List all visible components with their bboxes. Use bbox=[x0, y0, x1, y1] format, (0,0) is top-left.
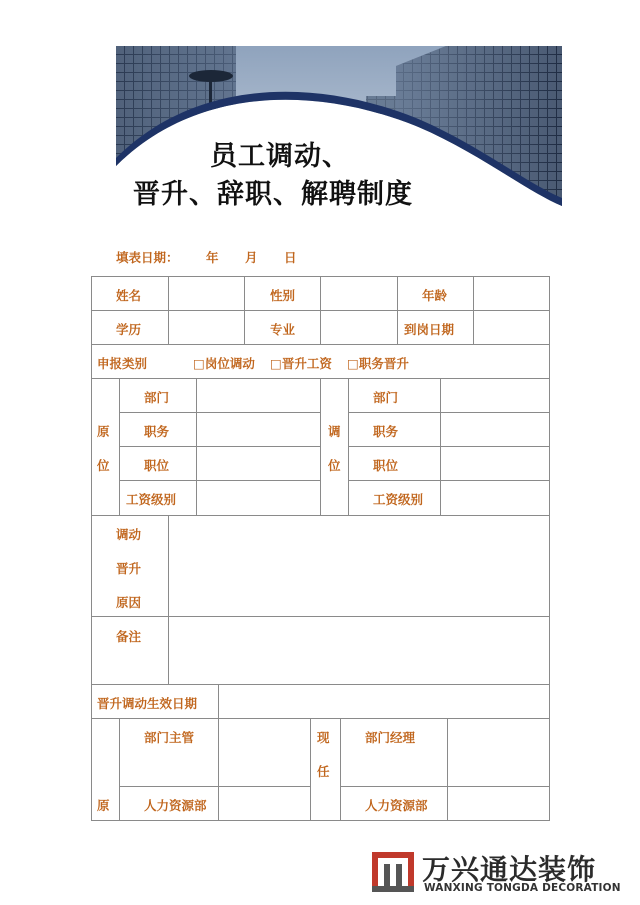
arrival-date-label: 到岗日期 bbox=[404, 322, 455, 337]
date-label: 填表日期： bbox=[116, 250, 179, 265]
gender-label: 性别 bbox=[270, 288, 296, 303]
orig-position-field[interactable] bbox=[197, 447, 320, 480]
education-label: 学历 bbox=[116, 322, 142, 337]
checkbox-transfer[interactable]: □ bbox=[193, 356, 205, 371]
title-line-1: 员工调动、 bbox=[210, 141, 350, 172]
date-month: 月 bbox=[245, 250, 258, 265]
date-day: 日 bbox=[284, 250, 297, 265]
new-dept-field[interactable] bbox=[441, 379, 549, 412]
age-label: 年龄 bbox=[422, 288, 448, 303]
effective-date-label: 晋升调动生效日期 bbox=[97, 696, 198, 711]
effective-date-field[interactable] bbox=[219, 685, 549, 718]
new-dept-label: 部门 bbox=[373, 390, 399, 405]
remarks-field[interactable] bbox=[169, 617, 549, 684]
major-label: 专业 bbox=[270, 322, 296, 337]
education-field[interactable] bbox=[169, 311, 244, 344]
name-label: 姓名 bbox=[116, 288, 142, 303]
new-salary-level-label: 工资级别 bbox=[373, 492, 424, 507]
orig-position-label: 职位 bbox=[144, 458, 170, 473]
logo-english-name: WANXING TONGDA DECORATION bbox=[424, 882, 621, 894]
remarks-label: 备注 bbox=[116, 629, 142, 644]
logo-chinese-name: 万兴通达装饰 bbox=[422, 853, 597, 886]
transfer-char-1: 调 bbox=[328, 424, 341, 439]
hr-dept-field-right[interactable] bbox=[448, 787, 549, 820]
reason-line-1: 调动 bbox=[116, 527, 142, 542]
age-field[interactable] bbox=[474, 277, 549, 310]
checkbox-salary-raise[interactable]: □ bbox=[270, 356, 282, 371]
option-promotion[interactable]: □职务晋升 bbox=[347, 356, 409, 371]
option-salary-raise[interactable]: □晋升工资 bbox=[270, 356, 332, 371]
logo-mark-icon bbox=[372, 852, 414, 892]
orig-duty-field[interactable] bbox=[197, 413, 320, 446]
new-position-field[interactable] bbox=[441, 447, 549, 480]
original-char-1: 原 bbox=[97, 424, 110, 439]
current-char-2: 任 bbox=[317, 764, 330, 779]
orig-duty-label: 职务 bbox=[144, 424, 170, 439]
orig-salary-level-label: 工资级别 bbox=[126, 492, 177, 507]
hr-dept-field-left[interactable] bbox=[219, 787, 310, 820]
transfer-char-2: 位 bbox=[328, 458, 341, 473]
orig-salary-level-field[interactable] bbox=[197, 481, 320, 515]
dept-manager-label: 部门经理 bbox=[365, 730, 416, 745]
option-transfer[interactable]: □岗位调动 bbox=[193, 356, 255, 371]
reason-line-2: 晋升 bbox=[116, 561, 142, 576]
original-char-2: 位 bbox=[97, 458, 110, 473]
date-year: 年 bbox=[206, 250, 219, 265]
dept-supervisor-field[interactable] bbox=[219, 719, 310, 786]
reason-field[interactable] bbox=[169, 516, 549, 616]
new-duty-label: 职务 bbox=[373, 424, 399, 439]
bottom-original-char: 原 bbox=[97, 798, 110, 813]
reason-line-3: 原因 bbox=[116, 595, 142, 610]
current-char-1: 现 bbox=[317, 730, 330, 745]
new-duty-field[interactable] bbox=[441, 413, 549, 446]
title-line-2: 晋升、辞职、解聘制度 bbox=[133, 179, 413, 210]
major-field[interactable] bbox=[321, 311, 397, 344]
new-salary-level-field[interactable] bbox=[441, 481, 549, 515]
arrival-date-field[interactable] bbox=[474, 311, 549, 344]
hr-dept-label-left: 人力资源部 bbox=[144, 798, 207, 813]
new-position-label: 职位 bbox=[373, 458, 399, 473]
dept-supervisor-label: 部门主管 bbox=[144, 730, 195, 745]
orig-dept-label: 部门 bbox=[144, 390, 170, 405]
hr-dept-label-right: 人力资源部 bbox=[365, 798, 428, 813]
name-field[interactable] bbox=[169, 277, 244, 310]
checkbox-promotion[interactable]: □ bbox=[347, 356, 359, 371]
gender-field[interactable] bbox=[321, 277, 397, 310]
dept-manager-field[interactable] bbox=[448, 719, 549, 786]
company-logo bbox=[372, 848, 628, 898]
orig-dept-field[interactable] bbox=[197, 379, 320, 412]
apply-type-label: 申报类别 bbox=[97, 356, 148, 371]
